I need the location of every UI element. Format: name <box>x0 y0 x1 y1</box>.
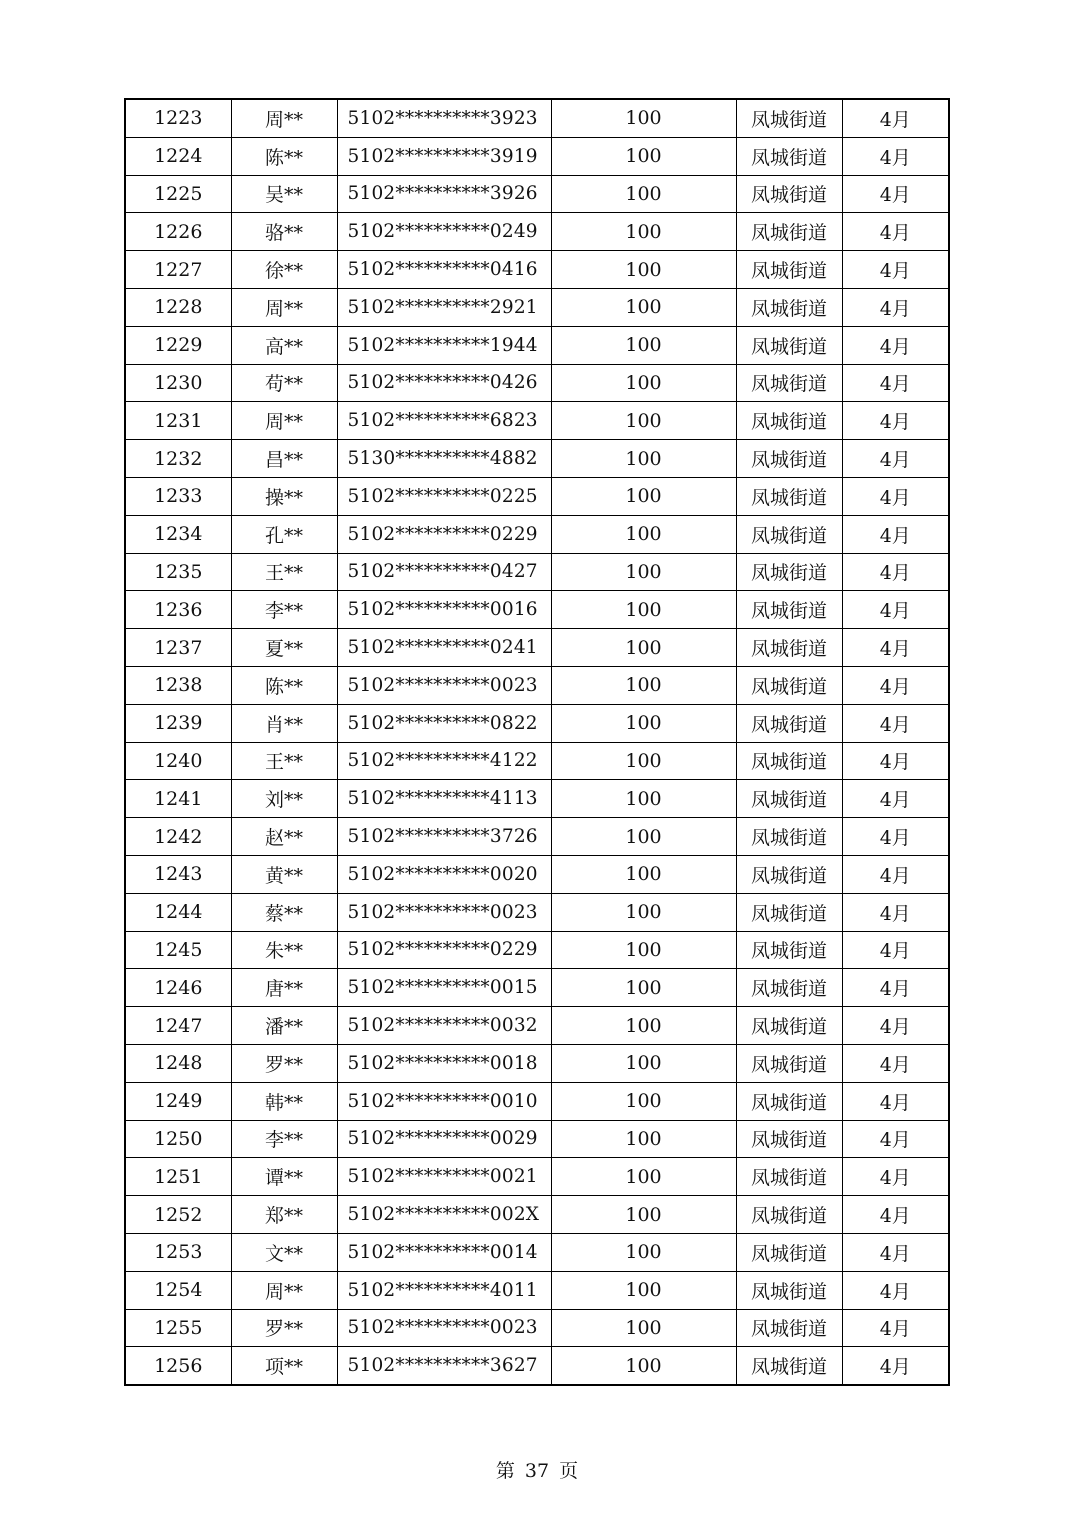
name-cell: 李** <box>231 1120 337 1158</box>
id-number-cell: 5102**********3919 <box>337 137 551 175</box>
street-cell: 凤城街道 <box>736 591 842 629</box>
serial-number-cell: 1223 <box>125 99 231 137</box>
name-cell: 唐** <box>231 969 337 1007</box>
amount-cell: 100 <box>551 780 736 818</box>
name-cell: 罗** <box>231 1309 337 1347</box>
amount-cell: 100 <box>551 477 736 515</box>
street-cell: 凤城街道 <box>736 137 842 175</box>
id-number-cell: 5102**********4011 <box>337 1271 551 1309</box>
name-cell: 苟** <box>231 364 337 402</box>
amount-cell: 100 <box>551 515 736 553</box>
month-cell: 4月 <box>842 1044 949 1082</box>
street-cell: 凤城街道 <box>736 969 842 1007</box>
serial-number-cell: 1244 <box>125 893 231 931</box>
street-cell: 凤城街道 <box>736 99 842 137</box>
street-cell: 凤城街道 <box>736 213 842 251</box>
street-cell: 凤城街道 <box>736 629 842 667</box>
id-number-cell: 5102**********0023 <box>337 1309 551 1347</box>
id-number-cell: 5102**********1944 <box>337 326 551 364</box>
id-number-cell: 5102**********6823 <box>337 402 551 440</box>
name-cell: 王** <box>231 553 337 591</box>
table-row <box>125 477 949 515</box>
street-cell: 凤城街道 <box>736 1271 842 1309</box>
id-number-cell: 5102**********3726 <box>337 818 551 856</box>
amount-cell: 100 <box>551 629 736 667</box>
amount-cell: 100 <box>551 1158 736 1196</box>
name-cell: 骆** <box>231 213 337 251</box>
street-cell: 凤城街道 <box>736 742 842 780</box>
serial-number-cell: 1246 <box>125 969 231 1007</box>
name-cell: 蔡** <box>231 893 337 931</box>
table-row <box>125 931 949 969</box>
table-row <box>125 1120 949 1158</box>
month-cell: 4月 <box>842 742 949 780</box>
roster-table-body <box>125 99 949 1385</box>
serial-number-cell: 1251 <box>125 1158 231 1196</box>
month-cell: 4月 <box>842 1309 949 1347</box>
name-cell: 项** <box>231 1347 337 1385</box>
street-cell: 凤城街道 <box>736 251 842 289</box>
street-cell: 凤城街道 <box>736 1158 842 1196</box>
month-cell: 4月 <box>842 402 949 440</box>
amount-cell: 100 <box>551 137 736 175</box>
serial-number-cell: 1234 <box>125 515 231 553</box>
table-row <box>125 666 949 704</box>
street-cell: 凤城街道 <box>736 1233 842 1271</box>
id-number-cell: 5102**********0822 <box>337 704 551 742</box>
serial-number-cell: 1238 <box>125 666 231 704</box>
amount-cell: 100 <box>551 440 736 478</box>
street-cell: 凤城街道 <box>736 704 842 742</box>
serial-number-cell: 1227 <box>125 251 231 289</box>
serial-number-cell: 1249 <box>125 1082 231 1120</box>
amount-cell: 100 <box>551 1347 736 1385</box>
street-cell: 凤城街道 <box>736 818 842 856</box>
amount-cell: 100 <box>551 99 736 137</box>
street-cell: 凤城街道 <box>736 553 842 591</box>
id-number-cell: 5102**********3923 <box>337 99 551 137</box>
name-cell: 周** <box>231 99 337 137</box>
serial-number-cell: 1252 <box>125 1196 231 1234</box>
month-cell: 4月 <box>842 1158 949 1196</box>
street-cell: 凤城街道 <box>736 1044 842 1082</box>
amount-cell: 100 <box>551 1120 736 1158</box>
name-cell: 罗** <box>231 1044 337 1082</box>
table-row <box>125 137 949 175</box>
table-row <box>125 440 949 478</box>
table-row <box>125 1158 949 1196</box>
serial-number-cell: 1237 <box>125 629 231 667</box>
amount-cell: 100 <box>551 213 736 251</box>
street-cell: 凤城街道 <box>736 477 842 515</box>
page-number: 第 37 页 <box>495 1460 579 1482</box>
month-cell: 4月 <box>842 818 949 856</box>
serial-number-cell: 1230 <box>125 364 231 402</box>
amount-cell: 100 <box>551 1309 736 1347</box>
name-cell: 周** <box>231 288 337 326</box>
serial-number-cell: 1248 <box>125 1044 231 1082</box>
month-cell: 4月 <box>842 553 949 591</box>
table-row <box>125 175 949 213</box>
amount-cell: 100 <box>551 1271 736 1309</box>
table-row <box>125 1082 949 1120</box>
amount-cell: 100 <box>551 1007 736 1045</box>
table-row <box>125 326 949 364</box>
table-row <box>125 1347 949 1385</box>
amount-cell: 100 <box>551 175 736 213</box>
street-cell: 凤城街道 <box>736 931 842 969</box>
id-number-cell: 5102**********3627 <box>337 1347 551 1385</box>
month-cell: 4月 <box>842 1196 949 1234</box>
street-cell: 凤城街道 <box>736 666 842 704</box>
month-cell: 4月 <box>842 780 949 818</box>
amount-cell: 100 <box>551 591 736 629</box>
month-cell: 4月 <box>842 440 949 478</box>
serial-number-cell: 1229 <box>125 326 231 364</box>
name-cell: 文** <box>231 1233 337 1271</box>
month-cell: 4月 <box>842 855 949 893</box>
id-number-cell: 5102**********0249 <box>337 213 551 251</box>
serial-number-cell: 1253 <box>125 1233 231 1271</box>
serial-number-cell: 1247 <box>125 1007 231 1045</box>
name-cell: 陈** <box>231 666 337 704</box>
month-cell: 4月 <box>842 175 949 213</box>
month-cell: 4月 <box>842 251 949 289</box>
id-number-cell: 5102**********0016 <box>337 591 551 629</box>
serial-number-cell: 1231 <box>125 402 231 440</box>
table-row <box>125 1196 949 1234</box>
street-cell: 凤城街道 <box>736 1120 842 1158</box>
name-cell: 操** <box>231 477 337 515</box>
month-cell: 4月 <box>842 1347 949 1385</box>
month-cell: 4月 <box>842 1120 949 1158</box>
month-cell: 4月 <box>842 1082 949 1120</box>
table-row <box>125 704 949 742</box>
street-cell: 凤城街道 <box>736 175 842 213</box>
id-number-cell: 5102**********0015 <box>337 969 551 1007</box>
month-cell: 4月 <box>842 666 949 704</box>
table-row <box>125 1007 949 1045</box>
table-row <box>125 1271 949 1309</box>
street-cell: 凤城街道 <box>736 1082 842 1120</box>
amount-cell: 100 <box>551 855 736 893</box>
id-number-cell: 5102**********0023 <box>337 666 551 704</box>
amount-cell: 100 <box>551 893 736 931</box>
amount-cell: 100 <box>551 1044 736 1082</box>
table-row <box>125 780 949 818</box>
month-cell: 4月 <box>842 364 949 402</box>
serial-number-cell: 1239 <box>125 704 231 742</box>
month-cell: 4月 <box>842 477 949 515</box>
street-cell: 凤城街道 <box>736 1309 842 1347</box>
table-row <box>125 515 949 553</box>
month-cell: 4月 <box>842 704 949 742</box>
month-cell: 4月 <box>842 1007 949 1045</box>
name-cell: 肖** <box>231 704 337 742</box>
serial-number-cell: 1232 <box>125 440 231 478</box>
serial-number-cell: 1226 <box>125 213 231 251</box>
month-cell: 4月 <box>842 1233 949 1271</box>
id-number-cell: 5102**********0021 <box>337 1158 551 1196</box>
serial-number-cell: 1242 <box>125 818 231 856</box>
table-row <box>125 213 949 251</box>
table-row <box>125 969 949 1007</box>
month-cell: 4月 <box>842 213 949 251</box>
table-row <box>125 553 949 591</box>
street-cell: 凤城街道 <box>736 1347 842 1385</box>
serial-number-cell: 1224 <box>125 137 231 175</box>
table-row <box>125 742 949 780</box>
amount-cell: 100 <box>551 704 736 742</box>
name-cell: 周** <box>231 402 337 440</box>
serial-number-cell: 1241 <box>125 780 231 818</box>
id-number-cell: 5102**********0010 <box>337 1082 551 1120</box>
id-number-cell: 5102**********0018 <box>337 1044 551 1082</box>
id-number-cell: 5102**********0426 <box>337 364 551 402</box>
serial-number-cell: 1256 <box>125 1347 231 1385</box>
month-cell: 4月 <box>842 629 949 667</box>
id-number-cell: 5102**********0427 <box>337 553 551 591</box>
table-row <box>125 818 949 856</box>
serial-number-cell: 1250 <box>125 1120 231 1158</box>
amount-cell: 100 <box>551 364 736 402</box>
street-cell: 凤城街道 <box>736 440 842 478</box>
name-cell: 吴** <box>231 175 337 213</box>
month-cell: 4月 <box>842 326 949 364</box>
street-cell: 凤城街道 <box>736 1196 842 1234</box>
street-cell: 凤城街道 <box>736 855 842 893</box>
amount-cell: 100 <box>551 818 736 856</box>
id-number-cell: 5102**********3926 <box>337 175 551 213</box>
amount-cell: 100 <box>551 1196 736 1234</box>
serial-number-cell: 1243 <box>125 855 231 893</box>
street-cell: 凤城街道 <box>736 288 842 326</box>
id-number-cell: 5102**********0032 <box>337 1007 551 1045</box>
month-cell: 4月 <box>842 99 949 137</box>
name-cell: 徐** <box>231 251 337 289</box>
month-cell: 4月 <box>842 931 949 969</box>
id-number-cell: 5102**********0014 <box>337 1233 551 1271</box>
name-cell: 夏** <box>231 629 337 667</box>
month-cell: 4月 <box>842 893 949 931</box>
table-row <box>125 402 949 440</box>
street-cell: 凤城街道 <box>736 780 842 818</box>
name-cell: 朱** <box>231 931 337 969</box>
serial-number-cell: 1236 <box>125 591 231 629</box>
id-number-cell: 5102**********4122 <box>337 742 551 780</box>
street-cell: 凤城街道 <box>736 364 842 402</box>
name-cell: 刘** <box>231 780 337 818</box>
name-cell: 周** <box>231 1271 337 1309</box>
id-number-cell: 5102**********0020 <box>337 855 551 893</box>
amount-cell: 100 <box>551 402 736 440</box>
serial-number-cell: 1235 <box>125 553 231 591</box>
name-cell: 王** <box>231 742 337 780</box>
amount-cell: 100 <box>551 931 736 969</box>
serial-number-cell: 1233 <box>125 477 231 515</box>
name-cell: 黄** <box>231 855 337 893</box>
id-number-cell: 5102**********0225 <box>337 477 551 515</box>
serial-number-cell: 1255 <box>125 1309 231 1347</box>
id-number-cell: 5102**********002X <box>337 1196 551 1234</box>
id-number-cell: 5102**********0023 <box>337 893 551 931</box>
name-cell: 高** <box>231 326 337 364</box>
name-cell: 韩** <box>231 1082 337 1120</box>
id-number-cell: 5102**********2921 <box>337 288 551 326</box>
month-cell: 4月 <box>842 591 949 629</box>
table-row <box>125 893 949 931</box>
amount-cell: 100 <box>551 969 736 1007</box>
amount-cell: 100 <box>551 1233 736 1271</box>
id-number-cell: 5102**********4113 <box>337 780 551 818</box>
amount-cell: 100 <box>551 666 736 704</box>
table-row <box>125 1233 949 1271</box>
serial-number-cell: 1245 <box>125 931 231 969</box>
amount-cell: 100 <box>551 1082 736 1120</box>
serial-number-cell: 1228 <box>125 288 231 326</box>
street-cell: 凤城街道 <box>736 893 842 931</box>
table-row <box>125 629 949 667</box>
table-row <box>125 1309 949 1347</box>
name-cell: 谭** <box>231 1158 337 1196</box>
serial-number-cell: 1240 <box>125 742 231 780</box>
month-cell: 4月 <box>842 288 949 326</box>
table-row <box>125 591 949 629</box>
id-number-cell: 5102**********0029 <box>337 1120 551 1158</box>
amount-cell: 100 <box>551 742 736 780</box>
id-number-cell: 5102**********0416 <box>337 251 551 289</box>
id-number-cell: 5102**********0229 <box>337 515 551 553</box>
amount-cell: 100 <box>551 326 736 364</box>
id-number-cell: 5102**********0241 <box>337 629 551 667</box>
month-cell: 4月 <box>842 137 949 175</box>
name-cell: 昌** <box>231 440 337 478</box>
table-row <box>125 251 949 289</box>
amount-cell: 100 <box>551 251 736 289</box>
name-cell: 潘** <box>231 1007 337 1045</box>
month-cell: 4月 <box>842 969 949 1007</box>
table-row <box>125 1044 949 1082</box>
name-cell: 郑** <box>231 1196 337 1234</box>
street-cell: 凤城街道 <box>736 515 842 553</box>
name-cell: 陈** <box>231 137 337 175</box>
table-row <box>125 99 949 137</box>
amount-cell: 100 <box>551 288 736 326</box>
name-cell: 孔** <box>231 515 337 553</box>
amount-cell: 100 <box>551 553 736 591</box>
roster-table <box>124 98 950 1386</box>
serial-number-cell: 1225 <box>125 175 231 213</box>
street-cell: 凤城街道 <box>736 402 842 440</box>
name-cell: 赵** <box>231 818 337 856</box>
id-number-cell: 5102**********0229 <box>337 931 551 969</box>
table-row <box>125 364 949 402</box>
id-number-cell: 5130**********4882 <box>337 440 551 478</box>
table-row <box>125 288 949 326</box>
table-row <box>125 855 949 893</box>
month-cell: 4月 <box>842 1271 949 1309</box>
name-cell: 李** <box>231 591 337 629</box>
street-cell: 凤城街道 <box>736 326 842 364</box>
serial-number-cell: 1254 <box>125 1271 231 1309</box>
street-cell: 凤城街道 <box>736 1007 842 1045</box>
month-cell: 4月 <box>842 515 949 553</box>
